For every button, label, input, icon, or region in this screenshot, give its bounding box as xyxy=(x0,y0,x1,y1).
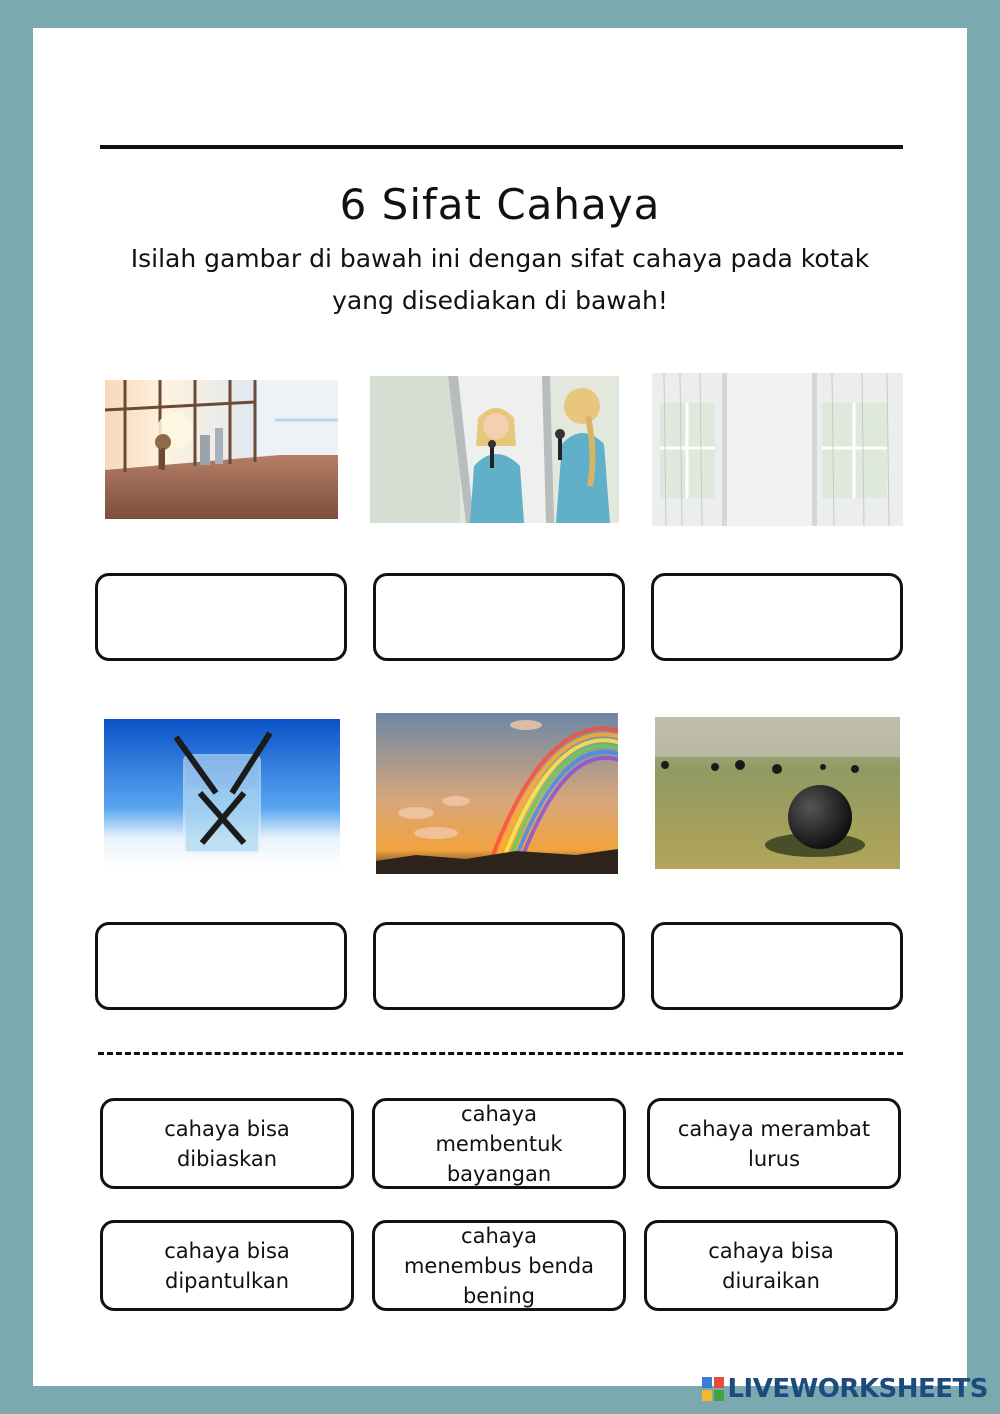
choice-label: cahaya membentuk bayangan xyxy=(435,1101,563,1186)
choice-label: cahaya bisa dipantulkan xyxy=(164,1238,290,1293)
answer-box-6[interactable] xyxy=(651,922,903,1010)
dashed-divider xyxy=(98,1052,903,1055)
choice-card-dibiaskan[interactable] xyxy=(100,1098,354,1189)
answer-box-5[interactable] xyxy=(373,922,625,1010)
page-title: 6 Sifat Cahaya xyxy=(339,180,661,229)
choice-label: cahaya menembus benda bening xyxy=(403,1223,595,1308)
liveworksheets-logo-icon xyxy=(702,1377,724,1401)
choice-label: cahaya bisa diuraikan xyxy=(708,1238,834,1293)
brand-name: LIVEWORKSHEETS xyxy=(727,1374,988,1404)
brand-watermark xyxy=(702,1374,988,1404)
choice-card-bayangan[interactable] xyxy=(372,1098,626,1189)
choice-card-merambat-lurus[interactable] xyxy=(647,1098,901,1189)
answer-box-2[interactable] xyxy=(373,573,625,661)
straws-glass-photo xyxy=(104,719,340,868)
answer-box-1[interactable] xyxy=(95,573,347,661)
top-divider xyxy=(100,145,903,149)
answer-box-3[interactable] xyxy=(651,573,903,661)
girl-mirror-photo xyxy=(370,376,619,523)
curtain-window-photo xyxy=(652,373,903,526)
ball-shadow-photo xyxy=(655,717,900,869)
rainbow-photo xyxy=(376,713,618,874)
choice-card-dipantulkan[interactable] xyxy=(100,1220,354,1311)
choice-card-benda-bening[interactable] xyxy=(372,1220,626,1311)
answer-box-4[interactable] xyxy=(95,922,347,1010)
choice-label: cahaya bisa dibiaskan xyxy=(164,1116,290,1171)
sunlit-room-photo xyxy=(105,380,338,519)
choice-label: cahaya merambat lurus xyxy=(677,1116,871,1171)
instruction-text: Isilah gambar di bawah ini dengan sifat cahaya pada kotak yang disediakan di bawah! xyxy=(130,244,870,315)
choice-card-diuraikan[interactable] xyxy=(644,1220,898,1311)
